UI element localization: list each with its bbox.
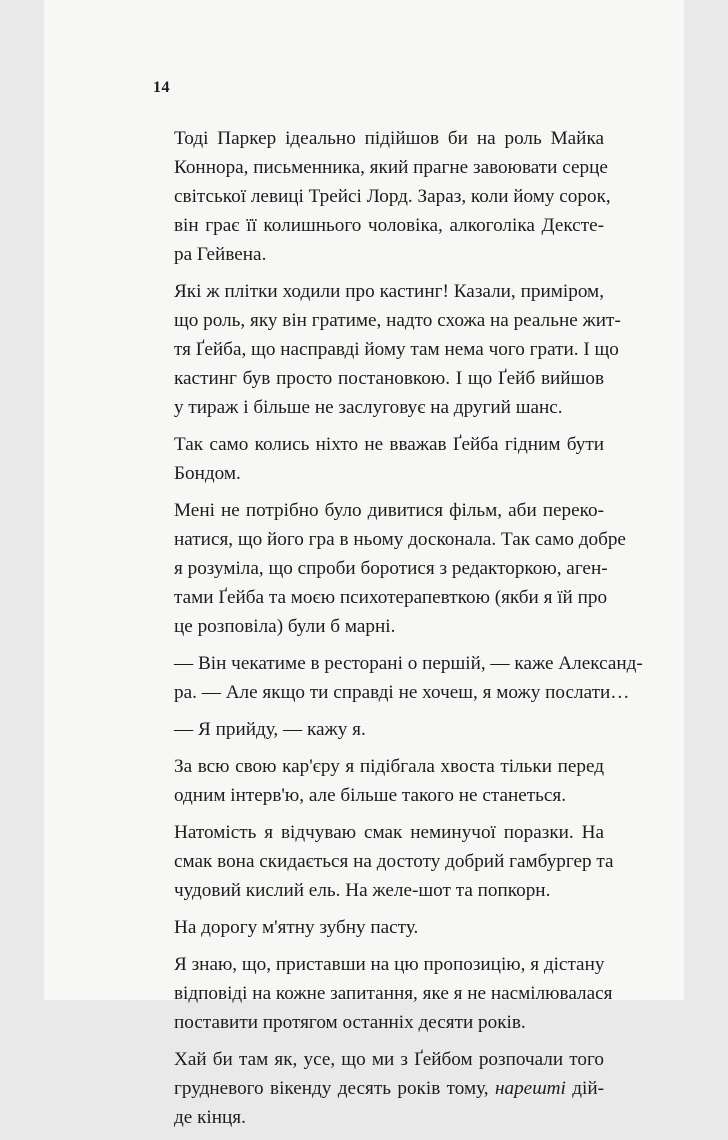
- paragraph: [152, 496, 626, 641]
- text-line: що роль, яку він гратиме, надто схожа на реальне жит-: [174, 310, 621, 331]
- paragraph: [152, 715, 604, 744]
- text-line: де кінця.: [174, 1107, 246, 1128]
- text-line: Так само колись ніхто не вважав Ґейба гідним бути: [174, 434, 604, 455]
- text-line: кастинг був просто постановкою. І що Ґейб вийшов: [174, 368, 604, 389]
- text-line: відповіді на кожне запитання, яке я не насмілювалася: [174, 983, 613, 1004]
- italic-emphasis: нарешті: [494, 1078, 566, 1099]
- page-number: 14: [153, 79, 170, 96]
- text-line: ра. — Але якщо ти справді не хочеш, я можу послати…: [174, 682, 630, 703]
- text-line: Тоді Паркер ідеально підійшов би на роль Майка: [174, 128, 604, 149]
- text-line: Які ж плітки ходили про кастинг! Казали, приміром,: [174, 281, 604, 302]
- text-fragment: грудневого вікенду десять років тому,: [174, 1078, 495, 1099]
- text-line: ра Гейвена.: [174, 244, 267, 265]
- text-line: світської левиці Трейсі Лорд. Зараз, коли йому сорок,: [174, 186, 611, 207]
- text-line: смак вона скидається на достоту добрий гамбургер та: [174, 851, 614, 872]
- text-line: одним інтерв'ю, але більше такого не станеться.: [174, 785, 567, 806]
- text-line: За всю свою кар'єру я підібгала хвоста тільки перед: [174, 756, 604, 777]
- text-line: чудовий кислий ель. На желе-шот та попкорн.: [174, 880, 551, 901]
- body-text: [152, 124, 643, 1140]
- text-line: він грає її колишнього чоловіка, алкоголіка Декстe-: [174, 215, 604, 236]
- paragraph: [152, 430, 604, 488]
- paragraph: [152, 818, 614, 905]
- text-line: у тираж і більше не заслуговує на другий шанс.: [174, 397, 563, 418]
- text-line-with-emphasis: [152, 1074, 604, 1103]
- text-line: Мені не потрібно було дивитися фільм, аби переко-: [174, 500, 604, 521]
- text-line: Бондом.: [174, 463, 241, 484]
- paragraph: [152, 277, 621, 422]
- paragraph: [152, 752, 604, 810]
- paragraph: [152, 1045, 604, 1132]
- text-line: — Я прийду, — кажу я.: [174, 719, 366, 740]
- text-line: поставити протягом останніх десяти років.: [174, 1012, 526, 1033]
- text-line: На дорогу м'ятну зубну пасту.: [174, 917, 419, 938]
- paragraph: [152, 950, 613, 1037]
- text-fragment: дій-: [565, 1078, 604, 1099]
- text-line: Натомість я відчуваю смак неминучої поразки. На: [174, 822, 604, 843]
- text-line: тя Ґейба, що насправді йому там нема чого грати. І що: [174, 339, 619, 360]
- paragraph: [152, 124, 611, 269]
- text-line: Хай би там як, усе, що ми з Ґейбом розпочали того: [174, 1049, 604, 1070]
- paragraph: [152, 649, 643, 707]
- text-line: тами Ґейба та моєю психотерапевткою (якби я їй про: [174, 587, 608, 608]
- text-line: Коннора, письменника, який прагне завоювати серце: [174, 157, 608, 178]
- text-line: я розуміла, що спроби боротися з редакторкою, аген-: [174, 558, 608, 579]
- text-line: Я знаю, що, приставши на цю пропозицію, я дістану: [174, 954, 605, 975]
- paragraph: [152, 913, 604, 942]
- text-line: це розповіла) були б марні.: [174, 616, 396, 637]
- text-line: — Він чекатиме в ресторані о першій, — каже Александ-: [174, 653, 643, 674]
- text-line: натися, що його гра в ньому досконала. Так само добре: [174, 529, 626, 550]
